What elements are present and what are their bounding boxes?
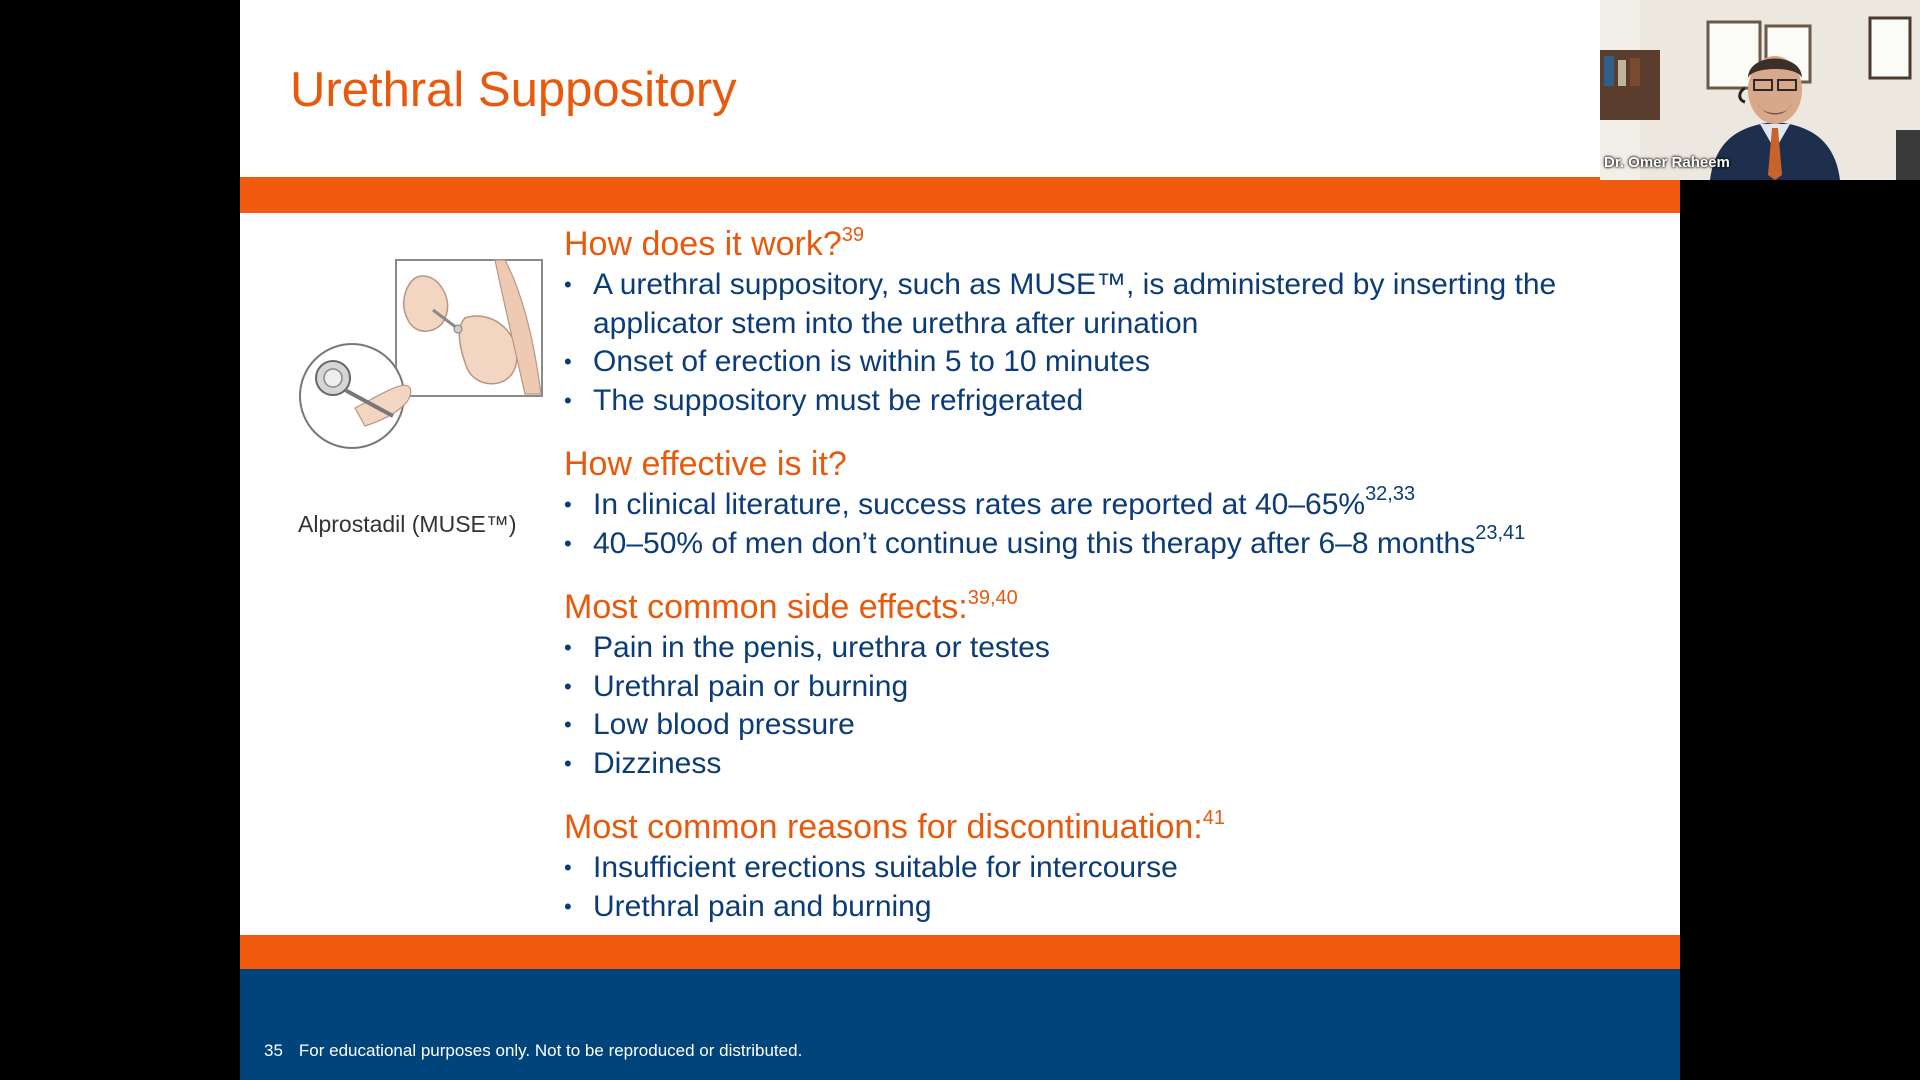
participant-name-label: Dr. Omer Raheem — [1604, 154, 1730, 171]
section-side-effects — [564, 585, 1654, 783]
bullet-list — [564, 266, 1654, 420]
heading-reference: 41 — [1202, 807, 1225, 829]
heading-reference: 39,40 — [967, 587, 1018, 609]
section-effectiveness — [564, 442, 1654, 563]
webcam-video-feed — [1600, 0, 1920, 180]
bullet-item: • Pain in the penis, urethra or testes — [564, 629, 1654, 668]
slide-content — [564, 222, 1654, 948]
bullet-item: • Urethral pain and burning — [564, 888, 1654, 927]
bullet-item: • Dizziness — [564, 745, 1654, 784]
bullet-reference: 32,33 — [1365, 483, 1416, 505]
muse-illustration — [295, 258, 545, 498]
presentation-slide — [240, 0, 1680, 1080]
section-how-it-works — [564, 222, 1654, 420]
bullet-item: • The suppository must be refrigerated — [564, 382, 1654, 421]
bullet-item: • 40–50% of men don’t continue using this therapy after 6–8 months$^{23,41}$ — [564, 525, 1654, 564]
bullet-item: • Low blood pressure — [564, 706, 1654, 745]
bullet-item: • In clinical literature, success rates are reported at 40–65%$^{32,33}$ — [564, 486, 1654, 525]
slide-title: Urethral Suppository — [290, 63, 737, 117]
top-accent-bar — [240, 177, 1680, 213]
slide-footer — [264, 1041, 802, 1061]
footer-band — [240, 969, 1680, 1080]
section-heading: How effective is it? — [564, 445, 847, 483]
bullet-list — [564, 483, 1654, 563]
illustration-caption: Alprostadil (MUSE™) — [298, 511, 517, 537]
bullet-item: • A urethral suppository, such as MUSE™, is administered by inserting the applicator stem into the urethra after urination — [564, 266, 1654, 343]
section-discontinuation — [564, 805, 1654, 926]
slide-number: 35 — [264, 1041, 283, 1060]
section-heading: Most common reasons for discontinuation:$^{41}$ — [564, 807, 1225, 846]
heading-reference: 39 — [841, 224, 865, 246]
bullet-item: • Onset of erection is within 5 to 10 minutes — [564, 343, 1654, 382]
bullet-list — [564, 629, 1654, 783]
bottom-accent-bar — [240, 935, 1680, 969]
bullet-list — [564, 849, 1654, 926]
footer-disclaimer: For educational purposes only. Not to be reproduced or distributed. — [298, 1041, 803, 1060]
section-heading: How does it work?$^{39}$ — [564, 224, 865, 263]
bullet-item: • Insufficient erections suitable for intercourse — [564, 849, 1654, 888]
webcam-video-tile[interactable] — [1600, 0, 1920, 180]
section-heading: Most common side effects:$^{39,40}$ — [564, 587, 1018, 626]
bullet-reference: 23,41 — [1475, 521, 1526, 544]
bullet-item: • Urethral pain or burning — [564, 668, 1654, 707]
